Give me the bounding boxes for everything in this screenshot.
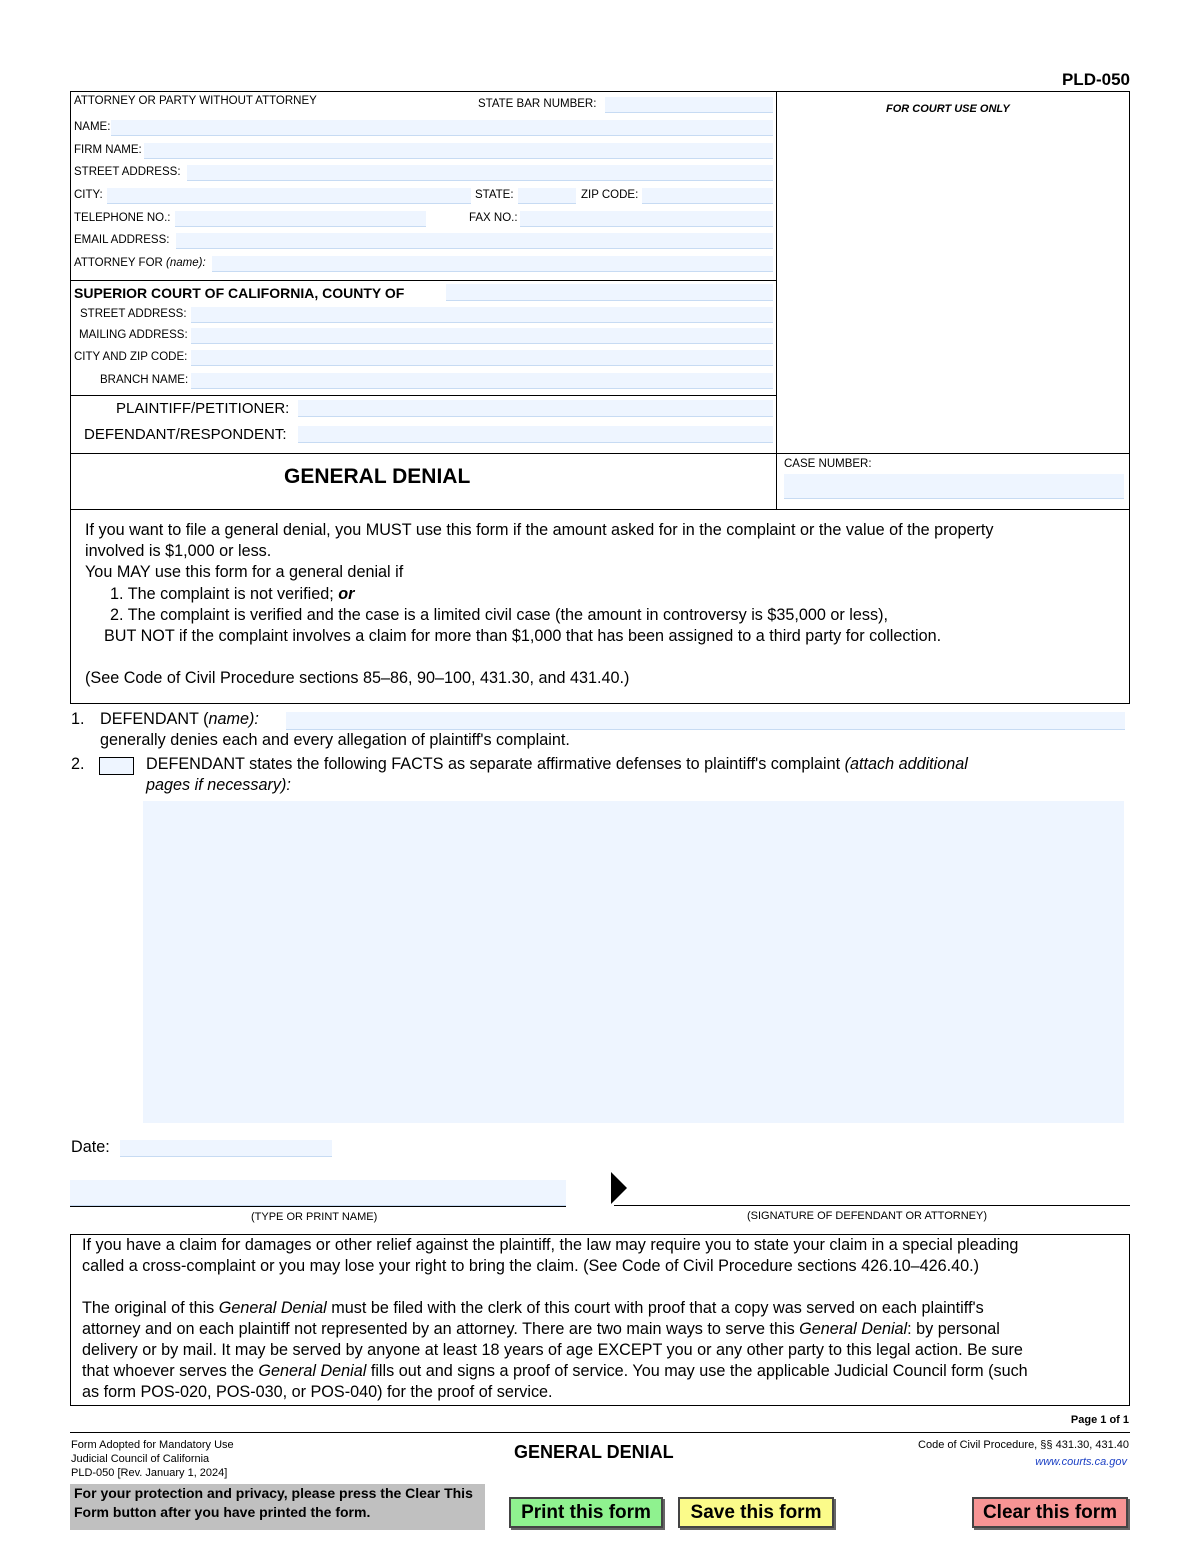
signature-caption: (SIGNATURE OF DEFENDANT OR ATTORNEY) (747, 1210, 987, 1222)
item1-label-text: DEFENDANT ( (100, 710, 209, 728)
court-mailing-label: MAILING ADDRESS: (79, 329, 188, 341)
footer-code: Code of Civil Procedure, §§ 431.30, 431.40 (918, 1439, 1129, 1451)
item1-number: 1. (71, 710, 85, 728)
notice-p2-l1 (82, 1298, 984, 1319)
court-use-label: FOR COURT USE ONLY (886, 103, 1010, 115)
city-field[interactable] (107, 188, 471, 204)
state-field[interactable] (518, 188, 576, 204)
notice-p1-l2: called a cross-complaint or you may lose your right to bring the claim. (See Code of Civil Procedure sections 426.10–426.40.) (82, 1257, 980, 1275)
form-title: GENERAL DENIAL (284, 465, 471, 488)
item1-label (100, 709, 259, 730)
city-label: CITY: (74, 189, 103, 201)
court-branch-field[interactable] (191, 373, 773, 389)
footer-title: GENERAL DENIAL (514, 1442, 674, 1462)
fax-field[interactable] (520, 211, 773, 227)
item2-hint-b: pages if necessary): (146, 776, 291, 794)
instr-line1: If you want to file a general denial, you MUST use this form if the amount asked for in the complaint or the value of the property (85, 521, 994, 539)
notice-text: must be filed with the clerk of this court with proof that a copy was served on each plaintiff's (326, 1299, 984, 1317)
plaintiff-field[interactable] (298, 400, 773, 417)
attorney-for-hint: (name): (166, 257, 206, 269)
notice-italic: General Denial (218, 1299, 327, 1317)
phone-field[interactable] (175, 211, 426, 227)
signature-line (614, 1205, 1130, 1206)
title-divider (70, 453, 1130, 454)
notice-italic: General Denial (258, 1362, 367, 1380)
defendant-name-field[interactable] (286, 712, 1125, 730)
notice-p2-l4 (82, 1361, 1028, 1382)
fax-label: FAX NO.: (469, 212, 518, 224)
date-label: Date: (71, 1138, 110, 1156)
court-street-label: STREET ADDRESS: (80, 308, 187, 320)
defendant-label: DEFENDANT/RESPONDENT: (84, 426, 287, 443)
notice-text: attorney and on each plaintiff not represented by an attorney. There are two main ways to serve this (82, 1320, 800, 1338)
item2-checkbox[interactable] (99, 757, 134, 775)
state-bar-label: STATE BAR NUMBER: (478, 98, 597, 110)
court-mailing-field[interactable] (191, 328, 773, 344)
instr-item1 (110, 584, 354, 605)
notice-p2-l5: as form POS-020, POS-030, or POS-040) for the proof of service. (82, 1383, 553, 1401)
notice-text: fills out and signs a proof of service. You may use the applicable Judicial Council form (such (366, 1362, 1028, 1380)
privacy-notice: For your protection and privacy, please press the Clear This Form button after you have printed the form. (70, 1484, 485, 1530)
type-name-field[interactable] (70, 1180, 566, 1206)
instr-line3: You MAY use this form for a general denial if (85, 563, 404, 581)
type-name-line (70, 1206, 566, 1207)
form-id: PLD-050 (1061, 70, 1130, 89)
notice-text: The original of this (82, 1299, 219, 1317)
footer-council: Judicial Council of California (71, 1453, 210, 1465)
attorney-for-label (74, 257, 206, 269)
court-city-zip-field[interactable] (191, 350, 773, 366)
email-field[interactable] (176, 233, 773, 249)
item2-text-line1 (146, 754, 968, 775)
court-branch-label: BRANCH NAME: (100, 374, 189, 386)
item1-text: generally denies each and every allegation of plaintiff's complaint. (100, 731, 570, 749)
firm-label: FIRM NAME: (74, 144, 142, 156)
name-field[interactable] (111, 120, 773, 136)
item2-text: DEFENDANT states the following FACTS as separate affirmative defenses to plaintiff's complaint (146, 755, 845, 773)
name-label: NAME: (74, 121, 111, 133)
notice-p2-l3: delivery or by mail. It may be served by anyone at least 18 years of age EXCEPT you or any other party to this legal action. Be sure (82, 1341, 1023, 1359)
notice-p1-l1: If you have a claim for damages or other relief against the plaintiff, the law may require you to state your claim in a special pleading (82, 1236, 1019, 1254)
attorney-heading: ATTORNEY OR PARTY WITHOUT ATTORNEY (74, 95, 317, 107)
item1-hint: name): (208, 710, 259, 728)
zip-label: ZIP CODE: (581, 189, 639, 201)
save-form-button[interactable]: Save this form (678, 1497, 834, 1528)
case-number-field[interactable] (784, 474, 1124, 499)
email-label: EMAIL ADDRESS: (74, 234, 170, 246)
caption-vertical-divider (776, 91, 777, 510)
item2-hint-a: (attach additional (844, 755, 968, 773)
signature-arrow-icon (609, 1170, 629, 1206)
notice-text: : by personal (907, 1320, 1000, 1338)
defendant-field[interactable] (298, 426, 773, 443)
notice-text: that whoever serves the (82, 1362, 259, 1380)
court-heading: SUPERIOR COURT OF CALIFORNIA, COUNTY OF (74, 285, 405, 301)
page-number: Page 1 of 1 (1070, 1414, 1129, 1426)
footer-url[interactable]: www.courts.ca.gov (1035, 1456, 1127, 1468)
affirmative-defenses-textarea[interactable] (143, 801, 1124, 1123)
state-bar-field[interactable] (605, 97, 773, 113)
notice-italic: General Denial (799, 1320, 908, 1338)
footer-adopted: Form Adopted for Mandatory Use (71, 1439, 234, 1451)
clear-form-button[interactable]: Clear this form (972, 1497, 1128, 1528)
court-divider (70, 280, 777, 281)
instr-see-code: (See Code of Civil Procedure sections 85–86, 90–100, 431.30, and 431.40.) (85, 669, 630, 687)
phone-label: TELEPHONE NO.: (74, 212, 171, 224)
instr-item2: 2. The complaint is verified and the case is a limited civil case (the amount in controversy is $35,000 or less), (110, 606, 888, 624)
attorney-for-field[interactable] (212, 256, 773, 272)
county-field[interactable] (446, 284, 773, 301)
plaintiff-label: PLAINTIFF/PETITIONER: (116, 400, 290, 417)
attorney-for-text: ATTORNEY FOR (74, 257, 163, 269)
signature-area[interactable] (630, 1172, 1130, 1204)
court-city-zip-label: CITY AND ZIP CODE: (74, 351, 188, 363)
instr-but-not: BUT NOT if the complaint involves a claim for more than $1,000 that has been assigned to a third party for collection. (104, 627, 942, 645)
case-number-label: CASE NUMBER: (784, 458, 872, 470)
street-field[interactable] (187, 165, 773, 181)
instr-item1-or: or (338, 585, 355, 603)
type-name-caption: (TYPE OR PRINT NAME) (251, 1211, 378, 1223)
street-label: STREET ADDRESS: (74, 166, 181, 178)
footer-rule (70, 1432, 1130, 1433)
parties-divider (70, 395, 777, 396)
court-street-field[interactable] (191, 307, 773, 323)
state-label: STATE: (475, 189, 514, 201)
instr-line2: involved is $1,000 or less. (85, 542, 272, 560)
zip-field[interactable] (642, 188, 773, 204)
date-field[interactable] (120, 1140, 332, 1157)
firm-field[interactable] (144, 143, 773, 159)
print-form-button[interactable]: Print this form (509, 1497, 663, 1528)
item2-number: 2. (71, 755, 85, 773)
notice-p2-l2 (82, 1319, 1000, 1340)
instr-item1-text: 1. The complaint is not verified; (110, 585, 339, 603)
footer-rev: PLD-050 [Rev. January 1, 2024] (71, 1467, 228, 1479)
